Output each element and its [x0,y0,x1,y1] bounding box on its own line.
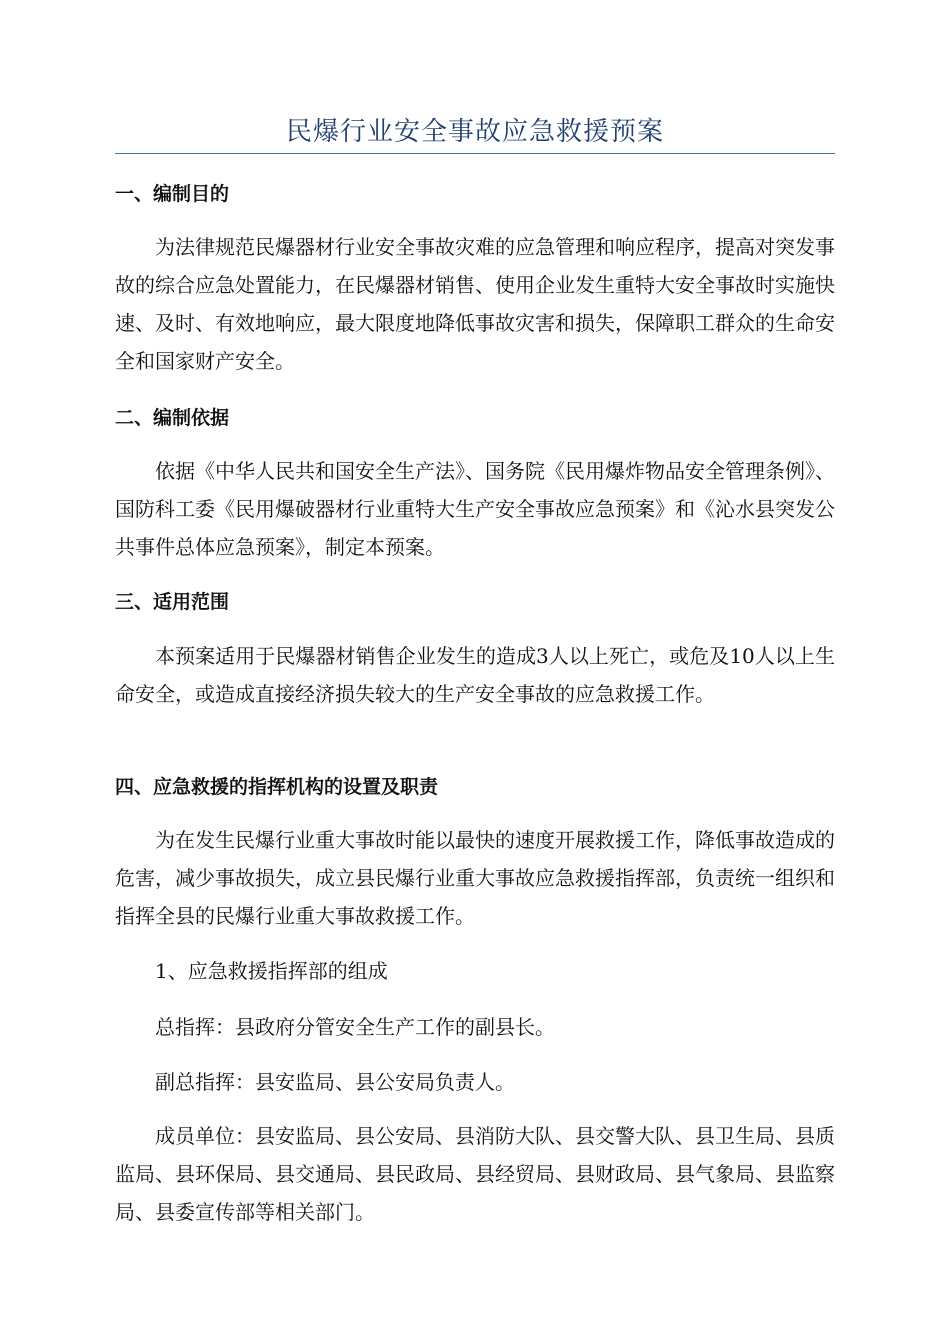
section-paragraph-command: 为在发生民爆行业重大事故时能以最快的速度开展救援工作，降低事故造成的危害，减少事故损失，成立县民爆行业重大事故应急救援指挥部，负责统一组织和指挥全县的民爆行业重大事故救援工作。 [115,828,835,928]
list-item-member-units: 成员单位：县安监局、县公安局、县消防大队、县交警大队、县卫生局、县质监局、县环保局、县交通局、县民政局、县经贸局、县财政局、县气象局、县监察局、县委宣传部等相关部门。 [115,1124,835,1224]
list-item-composition: 1、应急救援指挥部的组成 [155,959,388,983]
section-heading-basis: 二、编制依据 [115,407,230,429]
section-paragraph-basis: 依据《中华人民共和国安全生产法》、国务院《民用爆炸物品安全管理条例》、国防科工委《民用爆破器材行业重特大生产安全事故应急预案》和《沁水县突发公共事件总体应急预案》，制定本预案。 [115,459,835,559]
section-paragraph-scope: 本预案适用于民爆器材销售企业发生的造成3人以上死亡，或危及10人以上生命安全，或造成直接经济损失较大的生产安全事故的应急救援工作。 [115,644,835,706]
document-title: 民爆行业安全事故应急救援预案 [285,117,664,147]
list-item-deputy-commander: 副总指挥：县安监局、县公安局负责人。 [155,1070,515,1094]
section-heading-command: 四、应急救援的指挥机构的设置及职责 [115,776,439,798]
list-item-chief-commander: 总指挥：县政府分管安全生产工作的副县长。 [155,1015,555,1039]
title-underline [115,153,835,154]
section-heading-scope: 三、适用范围 [115,591,230,613]
section-heading-purpose: 一、编制目的 [115,183,230,205]
section-paragraph-purpose: 为法律规范民爆器材行业安全事故灾难的应急管理和响应程序，提高对突发事故的综合应急处置能力，在民爆器材销售、使用企业发生重特大安全事故时实施快速、及时、有效地响应，最大限度地降低事故灾害和损失，保障职工群众的生命安全和国家财产安全。 [115,235,835,373]
